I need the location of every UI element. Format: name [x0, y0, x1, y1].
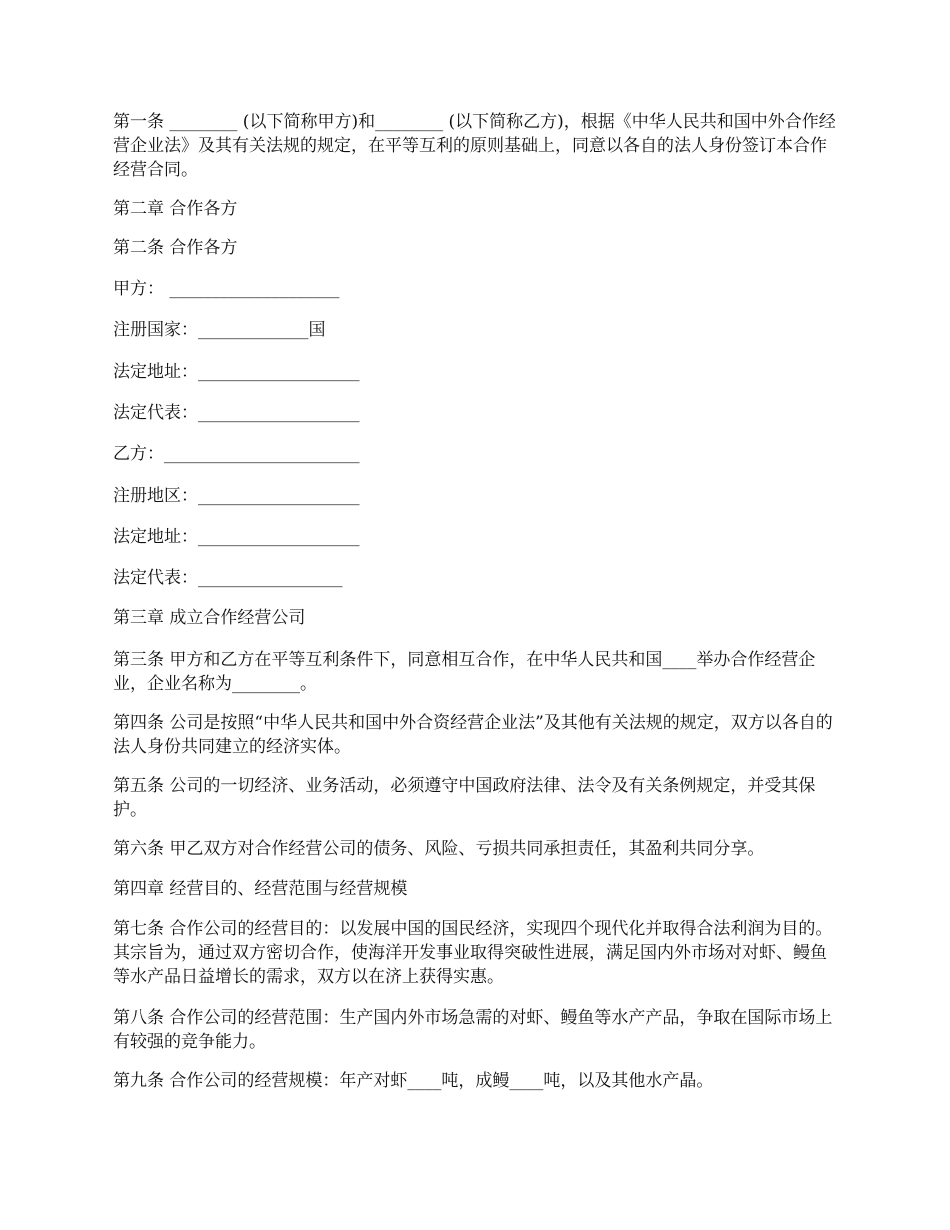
article-2-title: 第二条 合作各方: [113, 238, 238, 258]
article-5: 第五条 公司的一切经济、业务活动，必须遵守中国政府法律、法令及有关条例规定，并受其保护。: [113, 776, 816, 820]
chapter-3-title: 第三章 成立合作经营公司: [113, 608, 306, 628]
party-b-address-line: 法定地址：___________________: [113, 527, 360, 547]
article-4: 第四条 公司是按照“中华人民共和国中外合资经营企业法”及其他有关法规的规定，双方以各自的法人身份共同建立的经济实体。: [113, 713, 833, 757]
chapter-4-title: 第四章 经营目的、经营范围与经营规模: [113, 879, 408, 899]
article-7: 第七条 合作公司的经营目的：以发展中国的国民经济，实现四个现代化并取得合法利润为目的。其宗旨为，通过双方密切合作，使海洋开发事业取得突破性进展，满足国内外市场对对虾、鳗鱼等水产品日益增长的需求，双方以在济上获得实惠。: [113, 919, 833, 987]
chapter-2-title: 第二章 合作各方: [113, 199, 238, 219]
article-1: 第一条 ________ (以下简称甲方)和________ (以下简称乙方)，根据《中华人民共和国中外合作经营企业法》及其有关法规的规定，在平等互利的原则基础上，同意以各自的法人身份签订本合作经营合同。: [113, 112, 836, 180]
party-b-region-line: 注册地区：___________________: [113, 486, 360, 506]
party-a-address-line: 法定地址：___________________: [113, 362, 360, 382]
article-9: 第九条 合作公司的经营规模：年产对虾____吨，成鳗____吨，以及其他水产晶。: [113, 1071, 714, 1091]
article-3: 第三条 甲方和乙方在平等互利条件下，同意相互合作，在中华人民共和国____举办合作经营企业，企业名称为________。: [113, 650, 816, 694]
party-a-rep-line: 法定代表：___________________: [113, 403, 360, 423]
article-6: 第六条 甲乙双方对合作经营公司的债务、风险、亏损共同承担责任，其盈利共同分享。: [113, 839, 765, 859]
party-a-line: 甲方： ____________________: [113, 279, 340, 299]
party-a-country-line: 注册国家：_____________国: [113, 320, 326, 340]
party-b-line: 乙方：_______________________: [113, 444, 360, 464]
article-8: 第八条 合作公司的经营范围：生产国内外市场急需的对虾、鳗鱼等水产产品，争取在国际市场上有较强的竞争能力。: [113, 1008, 833, 1052]
party-b-rep-line: 法定代表：_________________: [113, 568, 343, 588]
